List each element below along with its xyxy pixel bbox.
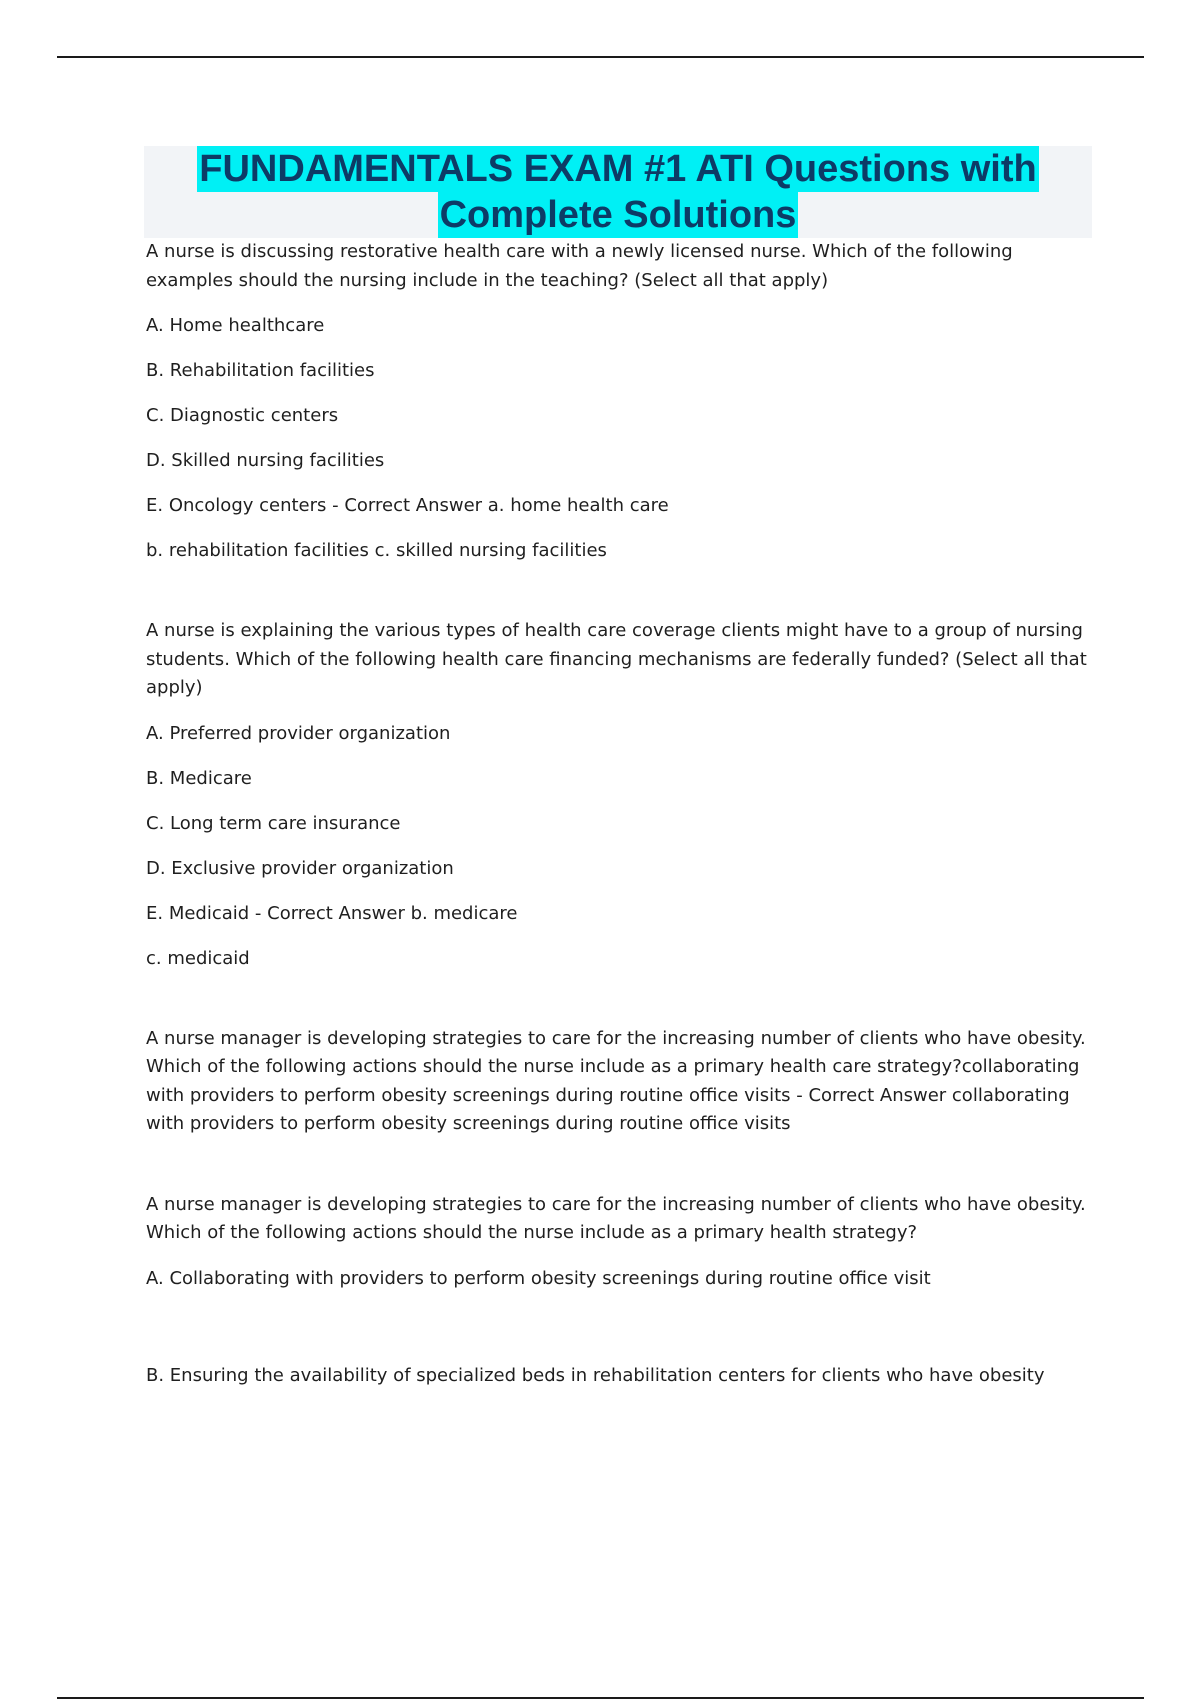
spacer — [146, 565, 1096, 617]
question-3 — [146, 1025, 1096, 1139]
question-4 — [146, 1191, 1096, 1390]
option-line: E. Oncology centers - Correct Answer a. home health care — [146, 495, 669, 516]
option-line: A. Collaborating with providers to perform obesity screenings during routine office visit — [146, 1267, 931, 1289]
question-stem: A nurse is explaining the various types of health care coverage clients might have to a group of nursing students. Which of the following health care financing mechanisms are federally funded? (Select all that apply) — [146, 620, 1087, 698]
bottom-rule — [57, 1697, 1144, 1699]
spacer — [146, 973, 1096, 1025]
option-line: A. Preferred provider organization — [146, 722, 451, 744]
question-stem: A nurse manager is developing strategies to care for the increasing number of clients who have obesity. Which of the following actions should the nurse include as a primary health care strategy?collaborating with providers to perform obesity screenings during routine office visits - Correct Answer collaborating with providers to perform obesity screenings during routine office visits — [146, 1027, 1086, 1134]
option-line: E. Medicaid - Correct Answer b. medicare — [146, 902, 518, 924]
option-line: B. Rehabilitation facilities — [146, 360, 375, 381]
option-line: A. Home healthcare — [146, 315, 325, 336]
answer-line: c. medicaid — [146, 947, 250, 969]
option-line: C. Diagnostic centers — [146, 405, 339, 426]
title-line-2: Complete Solutions — [439, 194, 797, 236]
answer-line: b. rehabilitation facilities c. skilled nursing facilities — [146, 540, 607, 561]
top-rule — [57, 56, 1144, 58]
title-line-1: FUNDAMENTALS EXAM #1 ATI Questions with — [199, 148, 1037, 190]
question-stem: A nurse is discussing restorative health care with a newly licensed nurse. Which of the following examples should the nursing include in the teaching? (Select all that apply) — [146, 241, 1013, 291]
question-2 — [146, 617, 1096, 973]
question-stem: A nurse manager is developing strategies to care for the increasing number of clients who have obesity. Which of the following actions should the nurse include as a primary health strategy? — [146, 1193, 1086, 1243]
question-1 — [146, 238, 1096, 565]
spacer — [146, 1139, 1096, 1191]
option-line: D. Exclusive provider organization — [146, 857, 454, 879]
option-line: B. Medicare — [146, 767, 252, 789]
document-title — [144, 146, 1092, 238]
document-body — [146, 238, 1096, 1390]
option-line: B. Ensuring the availability of specialized beds in rehabilitation centers for clients who have obesity — [146, 1364, 1045, 1386]
option-line: C. Long term care insurance — [146, 812, 401, 834]
option-line: D. Skilled nursing facilities — [146, 450, 385, 471]
spacer — [146, 1293, 1096, 1345]
